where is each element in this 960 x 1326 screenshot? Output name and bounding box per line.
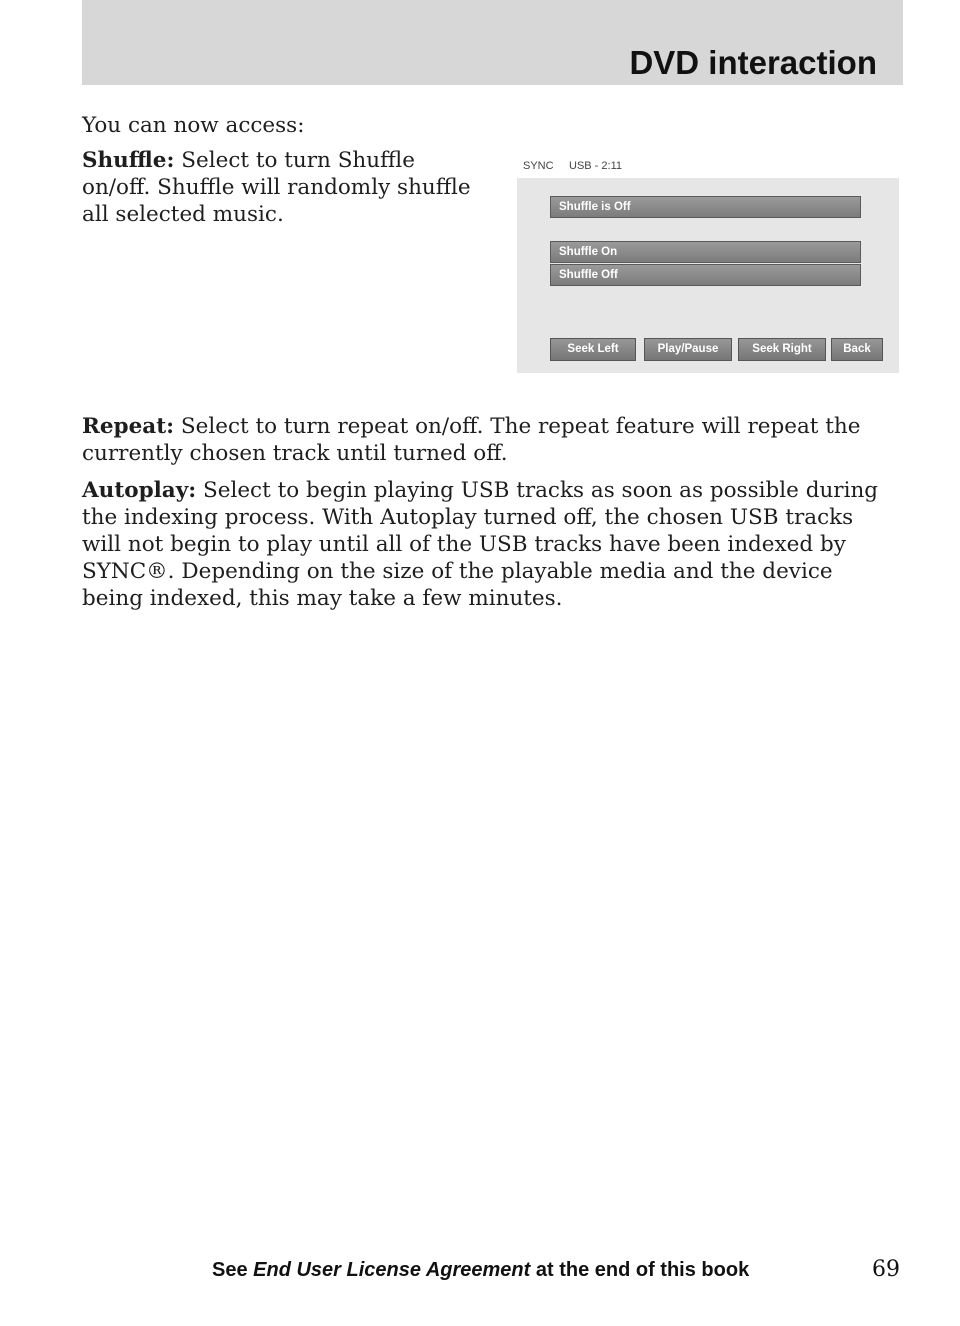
footer-prefix: See: [212, 1259, 248, 1281]
intro-paragraph: You can now access:: [82, 113, 305, 138]
autoplay-paragraph: [82, 477, 897, 612]
license-agreement-reference: End User License Agreement: [253, 1259, 531, 1281]
shuffle-status-bar: Shuffle is Off: [550, 196, 861, 218]
repeat-description: Select to turn repeat on/off. The repeat feature will repeat the currently chosen track until turned off.: [82, 414, 861, 466]
sync-app-label: SYNC: [523, 160, 554, 172]
sync-screen: [517, 178, 899, 373]
footer-note: [212, 1259, 749, 1282]
seek-right-button[interactable]: Seek Right: [738, 338, 826, 361]
sync-source-label: USB - 2:11: [569, 160, 622, 172]
autoplay-term: Autoplay:: [82, 478, 197, 503]
shuffle-description: Select to turn Shuffle on/off. Shuffle will randomly shuffle all selected music.: [82, 148, 471, 227]
page-number: 69: [872, 1257, 900, 1282]
repeat-paragraph: [82, 413, 897, 467]
page-title: DVD interaction: [629, 44, 877, 81]
play-pause-button[interactable]: Play/Pause: [644, 338, 732, 361]
seek-left-button[interactable]: Seek Left: [550, 338, 636, 361]
shuffle-term: Shuffle:: [82, 148, 175, 173]
shuffle-paragraph: [82, 147, 487, 228]
shuffle-on-option[interactable]: Shuffle On: [550, 241, 861, 263]
autoplay-description: Select to begin playing USB tracks as soon as possible during the indexing process. With Autoplay turned off, the chosen USB tracks will not begin to play until all of the USB tracks have been indexed by SYNC®. Depending on the size of the playable media and the device being indexed, this may take a few minutes.: [82, 478, 879, 611]
header-band: [82, 0, 903, 85]
repeat-term: Repeat:: [82, 414, 175, 439]
back-button[interactable]: Back: [831, 338, 883, 361]
footer-suffix: at the end of this book: [535, 1259, 750, 1281]
shuffle-off-option[interactable]: Shuffle Off: [550, 264, 861, 286]
